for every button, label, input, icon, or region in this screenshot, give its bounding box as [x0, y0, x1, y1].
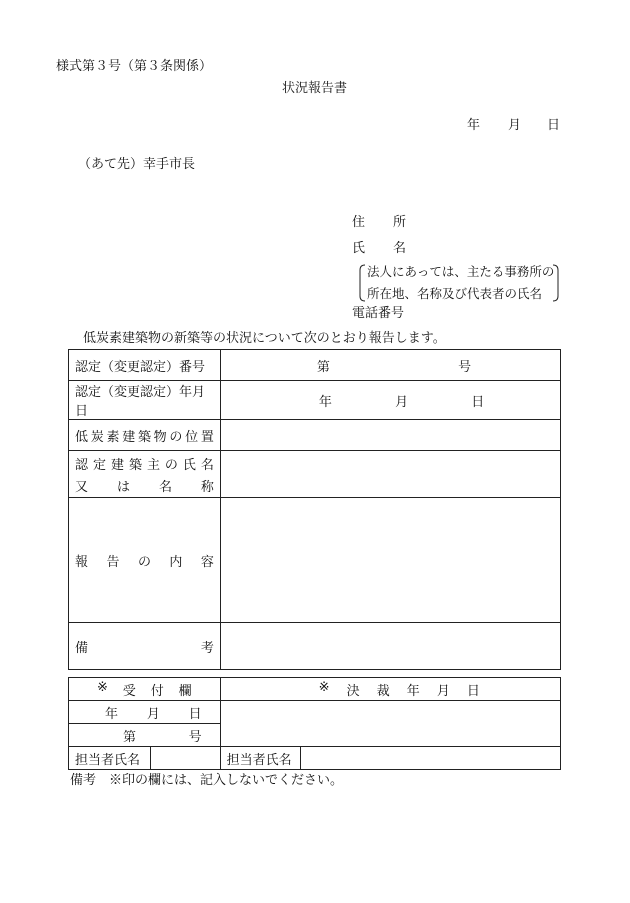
table-row — [69, 747, 561, 770]
phone-label: 電話番号 — [352, 306, 405, 321]
owner-field[interactable] — [220, 451, 560, 498]
address-label: 住 所 — [352, 215, 406, 230]
owner-label: 認 定 建 築 主 の 氏 名 又 は 名 称 — [69, 451, 221, 498]
staff-name-field-1[interactable] — [150, 747, 220, 770]
decision-header: ※ 決 裁 年 月 日 — [220, 678, 560, 701]
cert-date-field[interactable] — [220, 381, 560, 420]
date-year: 年 — [467, 118, 481, 133]
staff-name-label-1: 担当者氏名 — [69, 747, 151, 770]
date-day: 日 — [547, 118, 561, 133]
cert-number-label: 認定（変更認定）番号 — [69, 350, 221, 381]
table-row — [69, 420, 561, 451]
remarks-field[interactable] — [220, 623, 560, 670]
cert-date-month: 月 — [395, 394, 409, 410]
office-use-table — [68, 677, 561, 770]
table-row — [69, 451, 561, 498]
left-bracket — [358, 264, 366, 302]
corporate-note-line-1: 法人にあっては、主たる事務所の — [367, 264, 555, 279]
location-field[interactable] — [220, 420, 560, 451]
reception-date-cell[interactable]: 年 月 日 — [69, 701, 221, 724]
cert-date-year: 年 — [318, 394, 332, 410]
staff-name-field-2[interactable] — [300, 747, 560, 770]
report-content-label: 報 告 の 内 容 — [69, 498, 221, 623]
footnote: 備考 ※印の欄には、記入しないでください。 — [70, 773, 344, 788]
reception-header: ※ 受 付 欄 — [69, 678, 221, 701]
cert-number-suffix: 号 — [458, 359, 472, 375]
table-row — [69, 498, 561, 623]
table-row — [69, 701, 561, 724]
cert-number-prefix: 第 — [316, 359, 330, 375]
addressee: （あて先）幸手市長 — [78, 157, 196, 172]
table-row — [69, 623, 561, 670]
staff-name-label-2: 担当者氏名 — [220, 747, 300, 770]
name-label: 氏 名 — [352, 241, 406, 256]
date-month: 月 — [508, 118, 522, 133]
table-row — [69, 678, 561, 701]
report-content-field[interactable] — [220, 498, 560, 623]
location-label: 低 炭 素 建 築 物 の 位 置 — [69, 420, 221, 451]
decision-date-field[interactable] — [220, 701, 560, 747]
table-row — [69, 350, 561, 381]
cert-date-label: 認定（変更認定）年月日 — [69, 381, 221, 420]
table-row — [69, 381, 561, 420]
cert-number-field[interactable] — [220, 350, 560, 381]
reception-number-cell[interactable]: 第 号 — [69, 724, 221, 747]
intro-text: 低炭素建築物の新築等の状況について次のとおり報告します。 — [83, 331, 446, 346]
corporate-note-line-2: 所在地、名称及び代表者の氏名 — [367, 286, 543, 301]
form-number: 様式第３号（第３条関係） — [56, 59, 213, 74]
right-bracket — [552, 264, 560, 302]
cert-date-day: 日 — [471, 394, 485, 410]
remarks-label: 備 考 — [69, 623, 221, 670]
report-table — [68, 349, 561, 670]
document-title: 状況報告書 — [282, 81, 348, 96]
